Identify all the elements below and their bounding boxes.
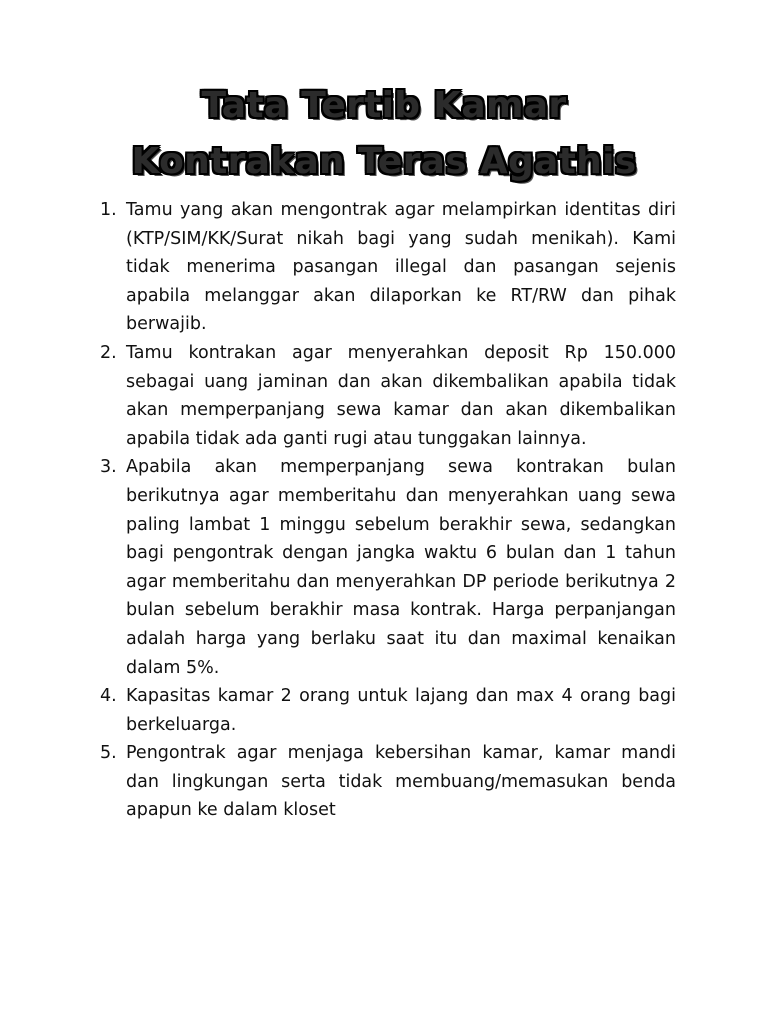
title-line-1: Tata Tertib Kamar bbox=[201, 85, 567, 126]
rule-item bbox=[100, 453, 676, 682]
rule-text: Kapasitas kamar 2 orang untuk lajang dan max 4 orang bagi berkeluarga. bbox=[126, 686, 676, 735]
rule-item bbox=[100, 682, 676, 739]
rule-text: Pengontrak agar menjaga kebersihan kamar, kamar mandi dan lingkungan serta tidak membuang/memasukan benda apapun ke dalam kloset bbox=[126, 743, 676, 821]
rule-text: Apabila akan memperpanjang sewa kontrakan bulan berikutnya agar memberitahu dan menyerahkan uang sewa paling lambat 1 minggu sebelum berakhir sewa, sedangkan bagi pengontrak dengan jangka waktu 6 bulan dan 1 tahun agar memberitahu dan menyerahkan DP periode berikutnya 2 bulan sebelum berakhir masa kontrak. Harga perpanjangan adalah harga yang berlaku saat itu dan maximal kenaikan dalam 5%. bbox=[126, 457, 676, 678]
rule-number: 1. bbox=[100, 200, 117, 220]
document-title bbox=[0, 78, 768, 190]
rules-list bbox=[100, 196, 676, 825]
rule-number: 5. bbox=[100, 743, 117, 764]
title-line-2: Kontrakan Teras Agathis bbox=[131, 141, 637, 182]
rule-item bbox=[100, 196, 676, 339]
rule-number: 2. bbox=[100, 342, 117, 363]
rule-text: Tamu yang akan mengontrak agar melampirkan identitas diri (KTP/SIM/KK/Surat nikah bagi yang sudah menikah). Kami tidak menerima pasangan illegal dan pasangan sejenis apabila melanggar akan dilaporkan ke RT/RW dan pihak berwajib. bbox=[126, 200, 676, 335]
rule-item bbox=[100, 339, 676, 453]
rule-number: 4. bbox=[100, 686, 117, 707]
rule-item bbox=[100, 739, 676, 825]
rule-text: Tamu kontrakan agar menyerahkan deposit Rp 150.000 sebagai uang jaminan dan akan dikembalikan apabila tidak akan memperpanjang sewa kamar dan akan dikembalikan apabila tidak ada ganti rugi atau tunggakan lainnya. bbox=[126, 342, 676, 449]
rule-number: 3. bbox=[100, 457, 117, 478]
